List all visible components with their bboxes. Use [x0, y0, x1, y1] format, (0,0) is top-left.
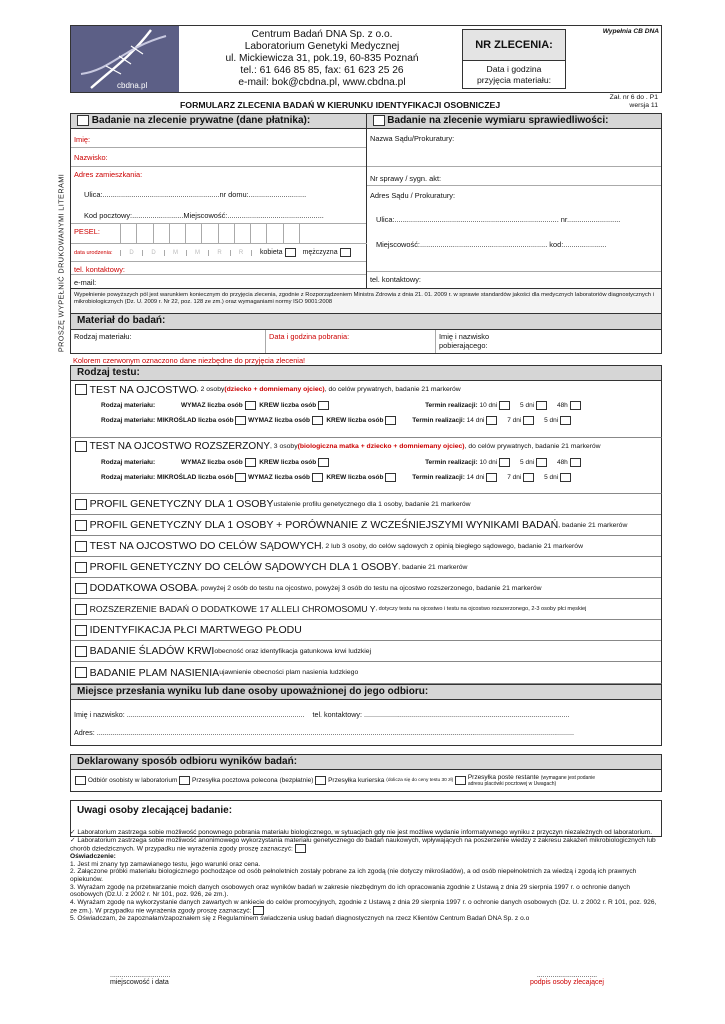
t5-checkbox[interactable] [536, 401, 547, 410]
ext-swab2-box[interactable] [312, 473, 323, 482]
test-paternity: TEST NA OJCOSTWO , 2 osoby (dziecko + domniemany ojciec) , do celów prywatnych, badanie 21 markerów Rodzaj materiału: WYMAZ liczba osób KREW liczba osób Termin realizacji: 10 dni 5 dni 48h Rodzaj materiału: MIKROŚLAD liczba osób WYMAZ liczba osób KREW liczba osób Termin realizacji: 14 dni 7 dni 5 dni [70, 381, 662, 438]
t5b-checkbox[interactable] [560, 416, 571, 425]
pesel-field[interactable]: PESEL: data urodzenia: D D M M R R kobieta mężczyzna [71, 224, 366, 262]
side-instruction: PROSZĘ WYPEŁNIĆ DRUKOWANYMI LITERAMI [56, 173, 66, 352]
registered-mail-checkbox[interactable] [179, 776, 190, 785]
logo: cbdna.pl [71, 26, 179, 92]
material-type-field[interactable]: Rodzaj materiału: [71, 330, 266, 353]
delivery-method-header: Deklarowany sposób odbioru wyników badań: [70, 754, 662, 770]
blood2-count-box[interactable] [385, 416, 396, 425]
material-row [70, 330, 662, 354]
paternity-checkbox[interactable] [75, 384, 87, 395]
ext-t10-checkbox[interactable] [499, 458, 510, 467]
result-destination-header: Miejsce przesłania wyniku lub dane osoby upoważnionej do jego odbioru: [70, 684, 662, 700]
case-number-field[interactable]: Nr sprawy / sygn. akt: [367, 167, 661, 186]
swab-count-box[interactable] [245, 401, 256, 410]
remarks-field[interactable]: Uwagi osoby zlecającej badanie: [70, 800, 662, 837]
test-paternity-extended: TEST NA OJCOSTWO ROZSZERZONY , 3 osoby (biologiczna matka + dziecko + domniemany ojciec) , do celów prywatnych, badanie 21 markerów Rodzaj materiału: WYMAZ liczba osób KREW liczba osób Termin realizacji: 10 dni 5 dni 48h Rodzaj materiału: MIKROŚLAD liczba osób WYMAZ liczba osób KREW liczba osób Termin realizacji: 14 dni 7 dni 5 dni [70, 438, 662, 494]
blood-count-box[interactable] [318, 401, 329, 410]
test-y-chromosome: ROZSZERZENIE BADAŃ O DODATKOWE 17 ALLELI CHROMOSOMU Y , dotyczy testu na ojcostwo i testu na ojcostwo rozszerzonego, 2-3 osoby płci męskiej [71, 599, 661, 620]
t10-checkbox[interactable] [499, 401, 510, 410]
test-type-header: Rodzaj testu: [70, 365, 662, 381]
material-header: Materiał do badań: [70, 314, 662, 330]
court-address-field[interactable]: Adres Sądu / Prokuratury: Ulica:................................................................................ nr.......................... Miejscowość:.............................................................. kod:..................... [367, 186, 661, 272]
t48-checkbox[interactable] [570, 401, 581, 410]
test-court-profile: PROFIL GENETYCZNY DO CELÓW SĄDOWYCH DLA 1 OSOBY , badanie 21 markerów [71, 557, 661, 578]
ext-t7-checkbox[interactable] [523, 473, 534, 482]
pesel-boxes[interactable] [120, 224, 300, 243]
ext-blood2-box[interactable] [385, 473, 396, 482]
collection-date-field[interactable]: Data i godzina pobrania: [266, 330, 436, 353]
email-field[interactable]: e-mail: [74, 278, 97, 287]
client-data [70, 129, 662, 288]
courier-checkbox[interactable] [315, 776, 326, 785]
test-profile-1: PROFIL GENETYCZNY DLA 1 OSOBY ustalenie profilu genetycznego dla 1 osoby, badanie 21 markerów [71, 494, 661, 515]
t14-checkbox[interactable] [486, 416, 497, 425]
test-checkbox[interactable] [75, 625, 87, 636]
test-extra-person: DODATKOWA OSOBA , powyżej 2 osób do testu na ojcostwo, powyżej 3 osób do testu na ojcostwo rozszerzonego, badanie 21 markerów [71, 578, 661, 599]
swab2-count-box[interactable] [312, 416, 323, 425]
t7-checkbox[interactable] [523, 416, 534, 425]
order-type-header: Badanie na zlecenie prywatne (dane płatnika): Badanie na zlecenie wymiaru sprawiedliwości: [70, 113, 662, 129]
research-opt-out-checkbox[interactable] [295, 844, 306, 853]
last-name-field[interactable]: Nazwisko: [71, 148, 366, 167]
collector-field[interactable]: Imię i nazwisko pobierającego: [439, 332, 490, 350]
phone-field[interactable]: tel. kontaktowy: [71, 262, 366, 275]
test-checkbox[interactable] [75, 667, 87, 678]
delivery-options: Odbiór osobisty w laboratorium Przesyłka pocztowa polecona (bezpłatnie) Przesyłka kurierska (dolicza się do ceny testu 30 zł) Przesyłka poste restante (wymagane jest podanie adresu placówki pocztowej w Uwagach) [70, 770, 662, 792]
client-signature[interactable]: ............................... podpis osoby zlecającej [530, 972, 604, 986]
tests-list [70, 494, 662, 684]
ext-swab-box[interactable] [245, 458, 256, 467]
paternity-ext-checkbox[interactable] [75, 441, 87, 452]
legal-notice: Wypełnienie powyższych pól jest warunkiem koniecznym do przyjęcia zlecenia, zgodnie z Rozporządzeniem Ministra Zdrowia z dnia 21. 01. 2009 r. w sprawie standardów jakości dla medycznych laboratoriów diagnostycznych i mikrobiologicznych (Dz. U. 2009 r. Nr 22, poz. 128 ze zm.) oraz wymaganiami normy ISO 9001:2008 [70, 288, 662, 314]
order-form [70, 25, 662, 837]
test-checkbox[interactable] [75, 604, 87, 615]
court-name-field[interactable]: Nazwa Sądu/Prokuratury: [367, 129, 661, 167]
required-note: Kolorem czerwonym oznaczono dane niezbędne do przyjęcia zlecenia! [73, 356, 306, 365]
test-checkbox[interactable] [75, 562, 87, 573]
private-data [71, 129, 367, 288]
male-checkbox[interactable] [340, 248, 351, 257]
pickup-checkbox[interactable] [75, 776, 86, 785]
test-checkbox[interactable] [75, 499, 87, 510]
first-name-field[interactable]: Imię: [71, 129, 366, 148]
test-checkbox[interactable] [75, 646, 87, 657]
ext-t5-checkbox[interactable] [536, 458, 547, 467]
ext-t5b-checkbox[interactable] [560, 473, 571, 482]
reception-date-box[interactable]: Data i godzina przyjęcia materiału: [462, 61, 566, 89]
result-destination[interactable]: Imię i nazwisko: ......................................................................................... tel. kontaktowy: ....................................................................................................... Adres: ............................................................................................................................................................................................................................................... [70, 700, 662, 746]
ext-t48-checkbox[interactable] [570, 458, 581, 467]
test-court-paternity: TEST NA OJCOSTWO DO CELÓW SĄDOWYCH , 2 lub 3 osoby, do celów sądowych z opinią biegłego sądowego, badanie 21 markerów [71, 536, 661, 557]
test-semen-stains: BADANIE PLAM NASIENIA ujawnienie obecności plam nasienia ludzkiego [71, 662, 661, 683]
court-phone-field[interactable]: tel. kontaktowy: [370, 275, 421, 284]
order-number-box: NR ZLECENIA: Data i godzina przyjęcia materiału: [462, 29, 566, 89]
trace-count-box[interactable] [235, 416, 246, 425]
header: cbdna.pl Centrum Badań DNA Sp. z o.o. Laboratorium Genetyki Medycznej ul. Mickiewicza 31, pok.19, 60-835 Poznań tel.: 61 646 85 85, fax: 61 623 25 26 e-mail: bok@cbdna.pl, www.cbdna.pl NR ZLECENIA: Data i godzina przyjęcia materiału: Wypełnia CB DNA [70, 25, 662, 93]
ext-t14-checkbox[interactable] [486, 473, 497, 482]
lab-address: Centrum Badań DNA Sp. z o.o. Laboratorium Genetyki Medycznej ul. Mickiewicza 31, pok.19, 60-835 Poznań tel.: 61 646 85 85, fax: 61 623 25 26 e-mail: bok@cbdna.pl, www.cbdna.pl [225, 29, 419, 88]
form-title-row: FORMULARZ ZLECENIA BADAŃ W KIERUNKU IDENTYFIKACJI OSOBNICZEJ Zał. nr 6 do . P1 wersja 11 [180, 94, 658, 110]
test-checkbox[interactable] [75, 541, 87, 552]
place-date-signature[interactable]: ............................... miejscowość i data [110, 972, 171, 986]
private-checkbox[interactable] [77, 115, 89, 126]
test-checkbox[interactable] [75, 583, 87, 594]
test-fetal-sex: IDENTYFIKACJA PŁCI MARTWEGO PŁODU [71, 620, 661, 641]
footer-statements: ✓ Laboratorium zastrzega sobie możliwość ponownego pobrania materiału biologicznego, w sytuacjach gdy nie jest możliwe wydanie informatywnego wyniku z przyczyn niezależnych od laboratorium. ✓ Laboratorium zastrzega sobie możliwość anonimowego wykorzystania materiału genetycznego do badań naukowych, wpływających na poszerzenie wiedzy z zakresu zakażeń mikrobiologicznych lub chorób dziedzicznych. W przypadku nie wyrażenia zgody proszę zaznaczyć: Oświadczenie: 1. Jest mi znany typ zamawianego testu, jego warunki oraz cena. 2. Załączone próbki materiału biologicznego pochodzące od osób pełnoletnich zostały pobrane za ich zgodą (nie dotyczy mikrośladów), a od osób niepełnoletnich za wiedzą i zgodą ich prawnych opiekunów. 3. Wyrażam zgodę na przetwarzanie moich danych osobowych oraz wyników badań w zakresie niezbędnym do ich opracowania zgodnie z Ustawą z dnia 29 sierpnia 1997 r. o ochronie danych osobowych (Dz.U. z 2002 r. Nr 101, poz. 926, ze zm.). 4. Wyrażam zgodę na wykorzystanie danych zawartych w ankiecie do celów promocyjnych, zgodnie z Ustawą z dnia 29 sierpnia 1997 r. o ochronie danych osobowych (Dz. U. z 2002 r. R 101, poz. 926, ze zm.). W przypadku nie wyrażenia zgody proszę zaznaczyć: 5. Oświadczam, że zapoznałam/zapoznałem się z Regulaminem świadczenia usług badań diagnostycznych na rzecz Klientów Centrum Badań DNA Sp. z o.o [70, 829, 657, 923]
address-field[interactable]: Adres zamieszkania: Ulica:.........................................................nr domu:............................ Kod pocztowy:.........................Miejscowość:............................................... [71, 167, 366, 224]
court-data [367, 129, 661, 288]
test-profile-compare: PROFIL GENETYCZNY DLA 1 OSOBY + PORÓWNANIE Z WCZEŚNIEJSZYMI WYNIKAMI BADAŃ , badanie 21 markerów [71, 515, 661, 536]
ext-blood-box[interactable] [318, 458, 329, 467]
marketing-opt-out-checkbox[interactable] [253, 906, 264, 915]
ext-trace-box[interactable] [235, 473, 246, 482]
female-checkbox[interactable] [285, 248, 296, 257]
test-blood-traces: BADANIE ŚLADÓW KRWI obecność oraz identyfikacja gatunkowa krwi ludzkiej [71, 641, 661, 662]
court-checkbox[interactable] [373, 115, 385, 126]
poste-restante-checkbox[interactable] [455, 776, 466, 785]
test-checkbox[interactable] [75, 520, 87, 531]
